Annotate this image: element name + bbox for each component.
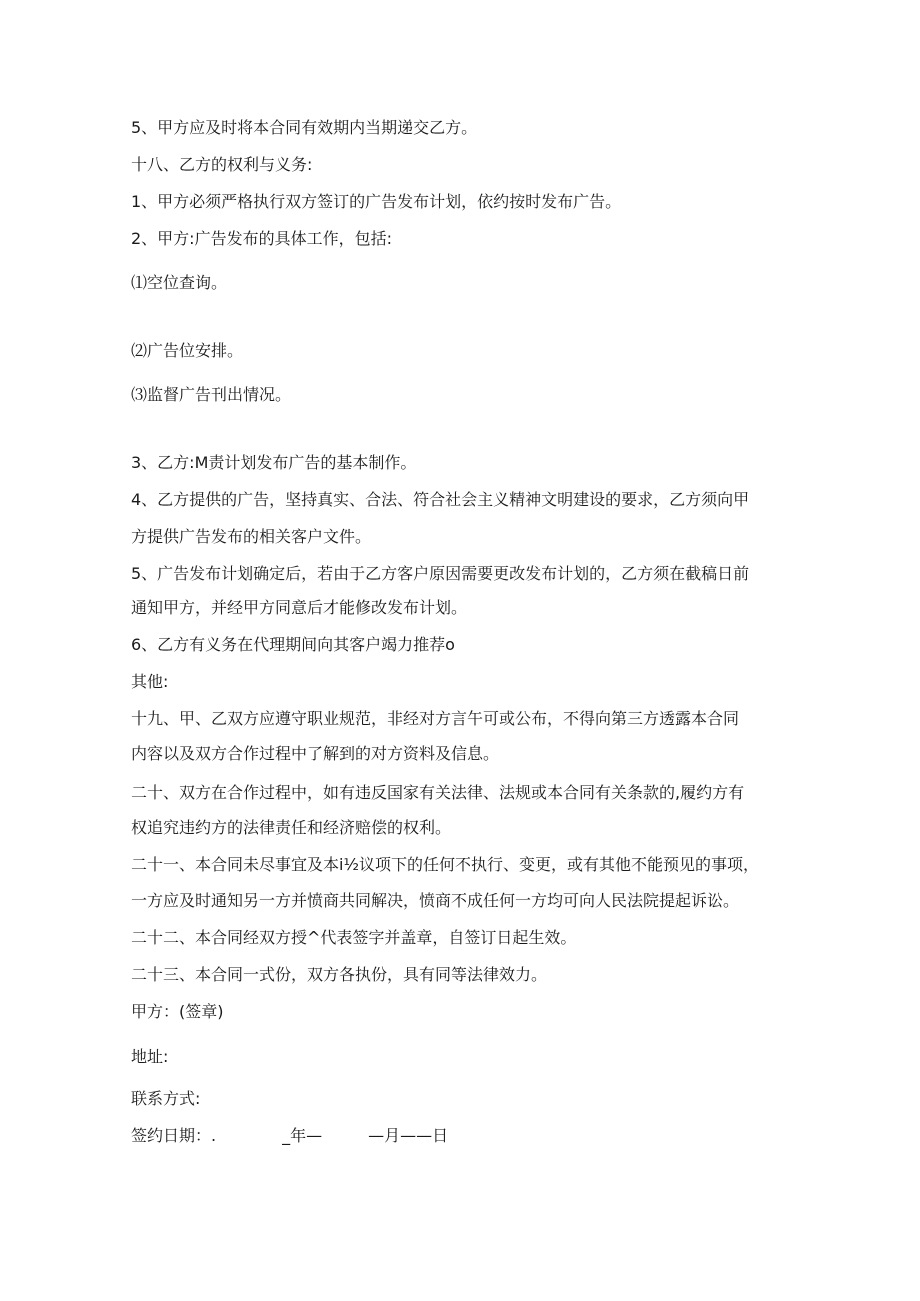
clause-19-line-1: 十九、甲、乙双方应遵守职业规范，非经对方言午可或公布，不得向第三方透露本合同 — [131, 709, 740, 728]
signing-date-month-day: —月——日 — [368, 1126, 449, 1145]
contact-label: 联系方式: — [131, 1089, 201, 1108]
sub-item-1: ⑴空位查询。 — [131, 273, 228, 292]
signing-date-label: 签约日期：. — [131, 1126, 217, 1145]
clause-18-item-2: 2、甲方:广告发布的具体工作，包括: — [131, 229, 392, 248]
clause-18-item-3: 3、乙方:M责计划发布广告的基本制作。 — [131, 453, 417, 472]
clause-20-line-2: 权追究违约方的法律责任和经济赔偿的权利。 — [131, 818, 452, 837]
clause-23: 二十三、本合同一式份，双方各执份，具有同等法律效力。 — [131, 965, 548, 984]
clause-18-item-5-line-1: 5、广告发布计划确定后，若由于乙方客户原因需要更改发布计划的，乙方须在截稿日前 — [131, 564, 750, 583]
party-a-signature-label: 甲方：(签章) — [131, 1002, 224, 1021]
clause-20-line-1: 二十、双方在合作过程中，如有违反国家有关法律、法规或本合同有关条款的,履约方有 — [131, 783, 745, 802]
clause-18-item-6: 6、乙方有义务在代理期间向其客户竭力推荐o — [131, 635, 455, 654]
clause-18-item-1: 1、甲方必须严格执行双方签订的广告发布计划，依约按时发布广告。 — [131, 192, 622, 211]
section-heading-18: 十八、乙方的权利与义务: — [131, 155, 313, 174]
clause-17-item-5: 5、甲方应及时将本合同有效期内当期递交乙方。 — [131, 118, 478, 137]
clause-22: 二十二、本合同经双方授^代表签字并盖章，自签订日起生效。 — [131, 928, 577, 947]
sub-item-2: ⑵广告位安排。 — [131, 341, 244, 360]
clause-18-item-5-line-2: 通知甲方，并经甲方同意后才能修改发布计划。 — [131, 598, 468, 617]
clause-18-item-4-line-1: 4、乙方提供的广告，坚持真实、合法、符合社会主义精神文明建设的要求，乙方须向甲 — [131, 490, 750, 509]
address-label: 地址: — [131, 1047, 169, 1066]
clause-21-line-1: 二十一、本合同未尽事宜及本i½议项下的任何不执行、变更，或有其他不能预见的事项， — [131, 855, 759, 874]
sub-item-3: ⑶监督广告刊出情况。 — [131, 385, 292, 404]
section-heading-other: 其他: — [131, 672, 169, 691]
clause-18-item-4-line-2: 方提供广告发布的相关客户文件。 — [131, 527, 372, 546]
clause-19-line-2: 内容以及双方合作过程中了解到的对方资料及信息。 — [131, 744, 500, 763]
signing-date-row — [131, 1126, 448, 1146]
signing-date-year: _年— — [282, 1126, 323, 1145]
clause-21-line-2: 一方应及时通知另一方并愤商共同解决，愤商不成任何一方均可向人民法院提起诉讼。 — [131, 891, 740, 910]
